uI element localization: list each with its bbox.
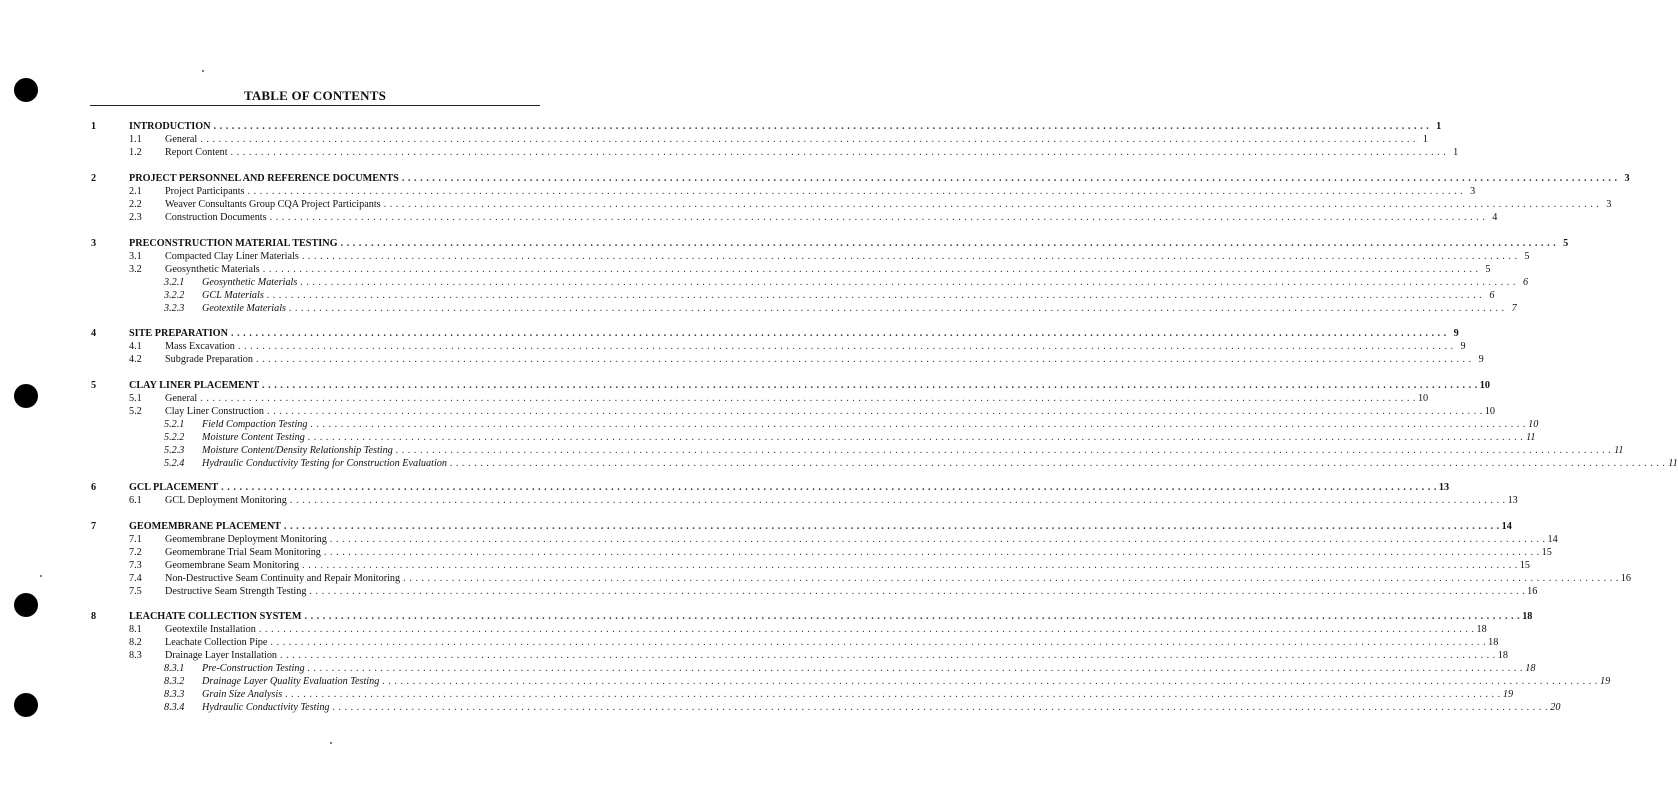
toc-entry-page-number: 5 [1563, 238, 1569, 249]
toc-entry-title: Non-Destructive Seam Continuity and Repair Monitoring [165, 573, 401, 584]
toc-entry-page-number: 14 [1501, 521, 1512, 532]
toc-entry-number: 7.5 [129, 586, 142, 597]
toc-entry-page-number: 19 [1600, 676, 1611, 687]
toc-entry-title: Geotextile Materials [202, 303, 287, 314]
toc-entry-title: GCL Materials [202, 290, 264, 301]
dot-leader: . . . . . . . . . . . . . . . . . . . . . . . . . . . . . . . . . . . . . . . . . . . . . . . . . . . . . . . . . . . . . . . . . . . . . . . . . . . . . . . . . . . . . . . . . . . . . . . . . . . . . . . . . . . . . . . . . . . . . . . . . . . . . . . . . . . . . . . . . . . . . . . . . . . . . . . . . . . . . . . . . . . . . . . . . . . . . . . . . . . . . . . . . . . . . . . . . . . . . . . . [285, 689, 1501, 700]
toc-entry-leader-line [202, 457, 1678, 470]
toc-entry-number: 2.1 [129, 186, 142, 197]
toc-entry-page-number: 16 [1620, 573, 1632, 584]
dot-leader: . . . . . . . . . . . . . . . . . . . . . . . . . . . . . . . . . . . . . . . . . . . . . . . . . . . . . . . . . . . . . . . . . . . . . . . . . . . . . . . . . . . . . . . . . . . . . . . . . . . . . . . . . . . . . . . . . . . . . . . . . . . . . . . . . . . . . . . . . . . . . . . . . . . . . . . . . . . . . . . . . . . . . . . . . . . . . . . . . . . . . . . . . . . . . . . . . . . . . . . . [269, 212, 1486, 223]
toc-entry-title: Pre-Construction Testing [202, 663, 305, 674]
toc-entry-page-number: 1 [1422, 134, 1428, 145]
toc-entry-number: 8 [91, 611, 97, 622]
toc-entry-page-number: 19 [1502, 689, 1514, 700]
scan-speck [40, 575, 42, 577]
dot-leader: . . . . . . . . . . . . . . . . . . . . . . . . . . . . . . . . . . . . . . . . . . . . . . . . . . . . . . . . . . . . . . . . . . . . . . . . . . . . . . . . . . . . . . . . . . . . . . . . . . . . . . . . . . . . . . . . . . . . . . . . . . . . . . . . . . . . . . . . . . . . . . . . . . . . . . . . . . . . . . . . . . . . . . . . . . . . . . . . . . . . . . . . . . . . . . . . . . . . . . . . [323, 547, 1540, 558]
toc-entry-leader-line [165, 623, 1487, 636]
toc-entry-page-number: 13 [1507, 495, 1518, 506]
toc-entry-number: 2 [91, 173, 97, 184]
toc-entry-page-number: 5 [1524, 251, 1530, 262]
dot-leader: . . . . . . . . . . . . . . . . . . . . . . . . . . . . . . . . . . . . . . . . . . . . . . . . . . . . . . . . . . . . . . . . . . . . . . . . . . . . . . . . . . . . . . . . . . . . . . . . . . . . . . . . . . . . . . . . . . . . . . . . . . . . . . . . . . . . . . . . . . . . . . . . . . . . . . . . . . . . . . . . . . . . . . . . . . . . . . . . . . . . . . . . . . . . . . . . . . . . . . . . [310, 419, 1527, 430]
toc-entry-leader-line [129, 610, 1533, 623]
toc-entry-page-number: 3 [1470, 186, 1476, 197]
dot-leader: . . . . . . . . . . . . . . . . . . . . . . . . . . . . . . . . . . . . . . . . . . . . . . . . . . . . . . . . . . . . . . . . . . . . . . . . . . . . . . . . . . . . . . . . . . . . . . . . . . . . . . . . . . . . . . . . . . . . . . . . . . . . . . . . . . . . . . . . . . . . . . . . . . . . . . . . . . . . . . . . . . . . . . . . . . . . . . . . . . . . . . . . . . . . . . . . . . . . . . . . [307, 432, 1524, 443]
toc-entry-title: Drainage Layer Installation [165, 650, 278, 661]
dot-leader: . . . . . . . . . . . . . . . . . . . . . . . . . . . . . . . . . . . . . . . . . . . . . . . . . . . . . . . . . . . . . . . . . . . . . . . . . . . . . . . . . . . . . . . . . . . . . . . . . . . . . . . . . . . . . . . . . . . . . . . . . . . . . . . . . . . . . . . . . . . . . . . . . . . . . . . . . . . . . . . . . . . . . . . . . . . . . . . . . . . . . . . . . . . . . . . . . . . . . . . . [302, 560, 1518, 571]
toc-entry-page-number: 11 [1668, 458, 1678, 469]
toc-entry-number: 3.1 [129, 251, 142, 262]
toc-entry-leader-line [165, 533, 1558, 546]
toc-entry-page-number: 18 [1522, 611, 1533, 622]
toc-entry-leader-line [202, 276, 1529, 289]
toc-entry-number: 2.3 [129, 212, 142, 223]
toc-entry-page-number: 6 [1489, 290, 1495, 301]
toc-entry-page-number: 18 [1488, 637, 1499, 648]
toc-entry-leader-line [165, 559, 1530, 572]
toc-entry-leader-line [165, 405, 1495, 418]
toc-entry-title: General [165, 393, 198, 404]
toc-entry-title: PRECONSTRUCTION MATERIAL TESTING [129, 238, 338, 249]
toc-entry-leader-line [165, 585, 1538, 598]
binder-hole-top [14, 78, 38, 102]
toc-entry-leader-line [202, 688, 1514, 701]
toc-entry-page-number: 10 [1479, 380, 1490, 391]
toc-entry-title: Geosynthetic Materials [202, 277, 298, 288]
toc-entry-leader-line [165, 546, 1552, 559]
toc-entry-title: SITE PREPARATION [129, 328, 228, 339]
dot-leader: . . . . . . . . . . . . . . . . . . . . . . . . . . . . . . . . . . . . . . . . . . . . . . . . . . . . . . . . . . . . . . . . . . . . . . . . . . . . . . . . . . . . . . . . . . . . . . . . . . . . . . . . . . . . . . . . . . . . . . . . . . . . . . . . . . . . . . . . . . . . . . . . . . . . . . . . . . . . . . . . . . . . . . . . . . . . . . . . . . . . . . . . . . . . . . . . . . . . . . . . [329, 534, 1546, 545]
toc-entry-page-number: 4 [1492, 212, 1498, 223]
toc-entry-title: Report Content [165, 147, 228, 158]
toc-entry-title: Geosynthetic Materials [165, 264, 260, 275]
toc-entry-leader-line [202, 662, 1536, 675]
toc-entry-title: Field Compaction Testing [202, 419, 308, 430]
dot-leader: . . . . . . . . . . . . . . . . . . . . . . . . . . . . . . . . . . . . . . . . . . . . . . . . . . . . . . . . . . . . . . . . . . . . . . . . . . . . . . . . . . . . . . . . . . . . . . . . . . . . . . . . . . . . . . . . . . . . . . . . . . . . . . . . . . . . . . . . . . . . . . . . . . . . . . . . . . . . . . . . . . . . . . . . . . . . . . . . . . . . . . . . . . . . . . . . . . . . . . . . [395, 445, 1612, 456]
dot-leader: . . . . . . . . . . . . . . . . . . . . . . . . . . . . . . . . . . . . . . . . . . . . . . . . . . . . . . . . . . . . . . . . . . . . . . . . . . . . . . . . . . . . . . . . . . . . . . . . . . . . . . . . . . . . . . . . . . . . . . . . . . . . . . . . . . . . . . . . . . . . . . . . . . . . . . . . . . . . . . . . . . . . . . . . . . . . . . . . . . . . . . . . . . . . . . . . . . . . . . . . [309, 586, 1526, 597]
toc-entry-title: CLAY LINER PLACEMENT [129, 380, 260, 391]
scan-speck [330, 742, 332, 744]
toc-entry-title: GCL PLACEMENT [129, 482, 219, 493]
toc-entry-number: 4.2 [129, 354, 142, 365]
dot-leader: . . . . . . . . . . . . . . . . . . . . . . . . . . . . . . . . . . . . . . . . . . . . . . . . . . . . . . . . . . . . . . . . . . . . . . . . . . . . . . . . . . . . . . . . . . . . . . . . . . . . . . . . . . . . . . . . . . . . . . . . . . . . . . . . . . . . . . . . . . . . . . . . . . . . . . . . . . . . . . . . . . . . . . . . . . . . . . . . . . . . . . . . . . . . . . . . . . . . . . . . [300, 277, 1517, 288]
toc-entry-page-number: 7 [1511, 303, 1517, 314]
toc-entry-leader-line [165, 211, 1498, 224]
toc-entry-title: Destructive Seam Strength Testing [165, 586, 307, 597]
toc-entry-title: Moisture Content/Density Relationship Testing [202, 445, 393, 456]
binder-hole-lower-middle [14, 593, 38, 617]
dot-leader: . . . . . . . . . . . . . . . . . . . . . . . . . . . . . . . . . . . . . . . . . . . . . . . . . . . . . . . . . . . . . . . . . . . . . . . . . . . . . . . . . . . . . . . . . . . . . . . . . . . . . . . . . . . . . . . . . . . . . . . . . . . . . . . . . . . . . . . . . . . . . . . . . . . . . . . . . . . . . . . . . . . . . . . . . . . . . . . . . . . . . . . . . . . . . . . . . . . . . . . . [270, 637, 1487, 648]
toc-entry-page-number: 1 [1436, 121, 1442, 132]
toc-entry-number: 4 [91, 328, 97, 339]
toc-entry-number: 3.2.2 [164, 290, 185, 301]
toc-entry-page-number: 9 [1478, 354, 1484, 365]
toc-entry-title: Clay Liner Construction [165, 406, 265, 417]
toc-entry-number: 3.2.1 [164, 277, 185, 288]
toc-entry-number: 8.1 [129, 624, 142, 635]
toc-entry-number: 6.1 [129, 495, 142, 506]
toc-entry-page-number: 9 [1460, 341, 1466, 352]
dot-leader: . . . . . . . . . . . . . . . . . . . . . . . . . . . . . . . . . . . . . . . . . . . . . . . . . . . . . . . . . . . . . . . . . . . . . . . . . . . . . . . . . . . . . . . . . . . . . . . . . . . . . . . . . . . . . . . . . . . . . . . . . . . . . . . . . . . . . . . . . . . . . . . . . . . . . . . . . . . . . . . . . . . . . . . . . . . . . . . . . . . . . . . . . . . . . . . . . . . . . . . . [449, 458, 1666, 469]
toc-entry-number: 8.3.3 [164, 689, 185, 700]
toc-entry-title: Mass Excavation [165, 341, 235, 352]
toc-entry-leader-line [165, 263, 1491, 276]
title-rule [90, 105, 540, 106]
toc-entry-page-number: 3 [1606, 199, 1612, 210]
toc-entry-title: Grain Size Analysis [202, 689, 283, 700]
toc-entry-page-number: 18 [1476, 624, 1487, 635]
toc-entry-title: Construction Documents [165, 212, 267, 223]
toc-entry-title: Moisture Content Testing [202, 432, 305, 443]
toc-entry-number: 6 [91, 482, 97, 493]
dot-leader: . . . . . . . . . . . . . . . . . . . . . . . . . . . . . . . . . . . . . . . . . . . . . . . . . . . . . . . . . . . . . . . . . . . . . . . . . . . . . . . . . . . . . . . . . . . . . . . . . . . . . . . . . . . . . . . . . . . . . . . . . . . . . . . . . . . . . . . . . . . . . . . . . . . . . . . . . . . . . . . . . . . . . . . . . . . . . . . . . . . . . . . . . . . . . . . . . . . . . . . . [307, 663, 1524, 674]
toc-entry-number: 5.1 [129, 393, 142, 404]
dot-leader: . . . . . . . . . . . . . . . . . . . . . . . . . . . . . . . . . . . . . . . . . . . . . . . . . . . . . . . . . . . . . . . . . . . . . . . . . . . . . . . . . . . . . . . . . . . . . . . . . . . . . . . . . . . . . . . . . . . . . . . . . . . . . . . . . . . . . . . . . . . . . . . . . . . . . . . . . . . . . . . . . . . . . . . . . . . . . . . . . . . . . . . . . . . . . . . . . . . . . . . . [401, 173, 1618, 184]
dot-leader: . . . . . . . . . . . . . . . . . . . . . . . . . . . . . . . . . . . . . . . . . . . . . . . . . . . . . . . . . . . . . . . . . . . . . . . . . . . . . . . . . . . . . . . . . . . . . . . . . . . . . . . . . . . . . . . . . . . . . . . . . . . . . . . . . . . . . . . . . . . . . . . . . . . . . . . . . . . . . . . . . . . . . . . . . . . . . . . . . . . . . . . . . . . . . . . . . . . . . . . . [403, 573, 1619, 584]
dot-leader: . . . . . . . . . . . . . . . . . . . . . . . . . . . . . . . . . . . . . . . . . . . . . . . . . . . . . . . . . . . . . . . . . . . . . . . . . . . . . . . . . . . . . . . . . . . . . . . . . . . . . . . . . . . . . . . . . . . . . . . . . . . . . . . . . . . . . . . . . . . . . . . . . . . . . . . . . . . . . . . . . . . . . . . . . . . . . . . . . . . . . . . . . . . . . . . . . . . . . . . . [332, 702, 1549, 713]
toc-entry-leader-line [129, 379, 1490, 392]
toc-entry-number: 3.2.3 [164, 303, 185, 314]
toc-entry-number: 5 [91, 380, 97, 391]
toc-entry-number: 8.3.1 [164, 663, 185, 674]
toc-entry-leader-line [202, 289, 1495, 302]
toc-entry-leader-line [129, 520, 1512, 533]
toc-entry-title: Geomembrane Trial Seam Monitoring [165, 547, 321, 558]
toc-entry-page-number: 3 [1624, 173, 1630, 184]
toc-entry-title: Project Participants [165, 186, 245, 197]
toc-entry-title: Drainage Layer Quality Evaluation Testing [202, 676, 380, 687]
toc-entry-number: 1.2 [129, 147, 142, 158]
dot-leader: . . . . . . . . . . . . . . . . . . . . . . . . . . . . . . . . . . . . . . . . . . . . . . . . . . . . . . . . . . . . . . . . . . . . . . . . . . . . . . . . . . . . . . . . . . . . . . . . . . . . . . . . . . . . . . . . . . . . . . . . . . . . . . . . . . . . . . . . . . . . . . . . . . . . . . . . . . . . . . . . . . . . . . . . . . . . . . . . . . . . . . . . . . . . . . . . . . . . . . . . [230, 147, 1447, 158]
toc-entry-number: 5.2 [129, 406, 142, 417]
toc-entry-page-number: 10 [1528, 419, 1539, 430]
toc-entry-leader-line [165, 572, 1632, 585]
toc-entry-page-number: 1 [1453, 147, 1459, 158]
toc-entry-leader-line [202, 444, 1624, 457]
toc-entry-page-number: 11 [1526, 432, 1536, 443]
toc-entry-leader-line [165, 353, 1484, 366]
toc-entry-page-number: 5 [1485, 264, 1491, 275]
toc-entry-title: PROJECT PERSONNEL AND REFERENCE DOCUMENTS [129, 173, 399, 184]
dot-leader: . . . . . . . . . . . . . . . . . . . . . . . . . . . . . . . . . . . . . . . . . . . . . . . . . . . . . . . . . . . . . . . . . . . . . . . . . . . . . . . . . . . . . . . . . . . . . . . . . . . . . . . . . . . . . . . . . . . . . . . . . . . . . . . . . . . . . . . . . . . . . . . . . . . . . . . . . . . . . . . . . . . . . . . . . . . . . . . . . . . . . . . . . . . . . . . . . . . . . . . . [200, 134, 1416, 145]
dot-leader: . . . . . . . . . . . . . . . . . . . . . . . . . . . . . . . . . . . . . . . . . . . . . . . . . . . . . . . . . . . . . . . . . . . . . . . . . . . . . . . . . . . . . . . . . . . . . . . . . . . . . . . . . . . . . . . . . . . . . . . . . . . . . . . . . . . . . . . . . . . . . . . . . . . . . . . . . . . . . . . . . . . . . . . . . . . . . . . . . . . . . . . . . . . . . . . . . . . . . . . . [262, 380, 1478, 391]
toc-entry-title: Hydraulic Conductivity Testing [202, 702, 330, 713]
toc-entry-title: Compacted Clay Liner Materials [165, 251, 299, 262]
toc-entry-number: 8.3.2 [164, 676, 185, 687]
toc-entry-number: 5.2.2 [164, 432, 185, 443]
dot-leader: . . . . . . . . . . . . . . . . . . . . . . . . . . . . . . . . . . . . . . . . . . . . . . . . . . . . . . . . . . . . . . . . . . . . . . . . . . . . . . . . . . . . . . . . . . . . . . . . . . . . . . . . . . . . . . . . . . . . . . . . . . . . . . . . . . . . . . . . . . . . . . . . . . . . . . . . . . . . . . . . . . . . . . . . . . . . . . . . . . . . . . . . . . . . . . . . . . . . . . . . [267, 406, 1483, 417]
toc-entry-title: Geomembrane Deployment Monitoring [165, 534, 327, 545]
toc-entry-leader-line [129, 120, 1442, 133]
toc-entry-page-number: 10 [1417, 393, 1429, 404]
toc-entry-number: 8.3 [129, 650, 142, 661]
dot-leader: . . . . . . . . . . . . . . . . . . . . . . . . . . . . . . . . . . . . . . . . . . . . . . . . . . . . . . . . . . . . . . . . . . . . . . . . . . . . . . . . . . . . . . . . . . . . . . . . . . . . . . . . . . . . . . . . . . . . . . . . . . . . . . . . . . . . . . . . . . . . . . . . . . . . . . . . . . . . . . . . . . . . . . . . . . . . . . . . . . . . . . . . . . . . . . . . . . . . . . . . [289, 495, 1506, 506]
toc-entry-leader-line [165, 146, 1459, 159]
toc-entry-number: 3 [91, 238, 97, 249]
toc-entry-title: Subgrade Preparation [165, 354, 253, 365]
toc-entry-number: 2.2 [129, 199, 142, 210]
toc-entry-leader-line [129, 172, 1630, 185]
toc-entry-leader-line [165, 494, 1518, 507]
toc-entry-leader-line [165, 340, 1466, 353]
dot-leader: . . . . . . . . . . . . . . . . . . . . . . . . . . . . . . . . . . . . . . . . . . . . . . . . . . . . . . . . . . . . . . . . . . . . . . . . . . . . . . . . . . . . . . . . . . . . . . . . . . . . . . . . . . . . . . . . . . . . . . . . . . . . . . . . . . . . . . . . . . . . . . . . . . . . . . . . . . . . . . . . . . . . . . . . . . . . . . . . . . . . . . . . . . . . . . . . . . . . . . . . [283, 521, 1500, 532]
dot-leader: . . . . . . . . . . . . . . . . . . . . . . . . . . . . . . . . . . . . . . . . . . . . . . . . . . . . . . . . . . . . . . . . . . . . . . . . . . . . . . . . . . . . . . . . . . . . . . . . . . . . . . . . . . . . . . . . . . . . . . . . . . . . . . . . . . . . . . . . . . . . . . . . . . . . . . . . . . . . . . . . . . . . . . . . . . . . . . . . . . . . . . . . . . . . . . . . . . . . . . . . [301, 251, 1518, 262]
toc-entry-number: 1 [91, 121, 97, 132]
toc-entry-page-number: 13 [1438, 482, 1450, 493]
toc-entry-title: GEOMEMBRANE PLACEMENT [129, 521, 281, 532]
toc-entry-page-number: 15 [1519, 560, 1530, 571]
dot-leader: . . . . . . . . . . . . . . . . . . . . . . . . . . . . . . . . . . . . . . . . . . . . . . . . . . . . . . . . . . . . . . . . . . . . . . . . . . . . . . . . . . . . . . . . . . . . . . . . . . . . . . . . . . . . . . . . . . . . . . . . . . . . . . . . . . . . . . . . . . . . . . . . . . . . . . . . . . . . . . . . . . . . . . . . . . . . . . . . . . . . . . . . . . . . . . . . . . . . . . . . [213, 121, 1430, 132]
toc-entry-leader-line [165, 392, 1429, 405]
toc-entry-leader-line [129, 481, 1450, 494]
toc-entry-leader-line [165, 636, 1499, 649]
toc-entry-leader-line [202, 701, 1561, 714]
toc-entry-number: 7.1 [129, 534, 142, 545]
dot-leader: . . . . . . . . . . . . . . . . . . . . . . . . . . . . . . . . . . . . . . . . . . . . . . . . . . . . . . . . . . . . . . . . . . . . . . . . . . . . . . . . . . . . . . . . . . . . . . . . . . . . . . . . . . . . . . . . . . . . . . . . . . . . . . . . . . . . . . . . . . . . . . . . . . . . . . . . . . . . . . . . . . . . . . . . . . . . . . . . . . . . . . . . . . . . . . . . . . . . . . . . [247, 186, 1464, 197]
toc-entry-leader-line [202, 431, 1536, 444]
toc-entry-leader-line [165, 185, 1476, 198]
toc-entry-leader-line [165, 649, 1508, 662]
dot-leader: . . . . . . . . . . . . . . . . . . . . . . . . . . . . . . . . . . . . . . . . . . . . . . . . . . . . . . . . . . . . . . . . . . . . . . . . . . . . . . . . . . . . . . . . . . . . . . . . . . . . . . . . . . . . . . . . . . . . . . . . . . . . . . . . . . . . . . . . . . . . . . . . . . . . . . . . . . . . . . . . . . . . . . . . . . . . . . . . . . . . . . . . . . . . . . . . . . . . . . . . [221, 482, 1437, 493]
toc-entry-title: GCL Deployment Monitoring [165, 495, 287, 506]
dot-leader: . . . . . . . . . . . . . . . . . . . . . . . . . . . . . . . . . . . . . . . . . . . . . . . . . . . . . . . . . . . . . . . . . . . . . . . . . . . . . . . . . . . . . . . . . . . . . . . . . . . . . . . . . . . . . . . . . . . . . . . . . . . . . . . . . . . . . . . . . . . . . . . . . . . . . . . . . . . . . . . . . . . . . . . . . . . . . . . . . . . . . . . . . . . . . . . . . . . . . . . . [258, 624, 1475, 635]
toc-entry-page-number: 9 [1453, 328, 1459, 339]
dot-leader: . . . . . . . . . . . . . . . . . . . . . . . . . . . . . . . . . . . . . . . . . . . . . . . . . . . . . . . . . . . . . . . . . . . . . . . . . . . . . . . . . . . . . . . . . . . . . . . . . . . . . . . . . . . . . . . . . . . . . . . . . . . . . . . . . . . . . . . . . . . . . . . . . . . . . . . . . . . . . . . . . . . . . . . . . . . . . . . . . . . . . . . . . . . . . . . . . . . . . . . . [230, 328, 1447, 339]
toc-entry-title: Geomembrane Seam Monitoring [165, 560, 300, 571]
toc-entry-page-number: 10 [1484, 406, 1495, 417]
toc-entry-leader-line [202, 418, 1539, 431]
toc-entry-leader-line [129, 237, 1569, 250]
toc-entry-page-number: 20 [1550, 702, 1561, 713]
toc-entry-number: 7.4 [129, 573, 142, 584]
toc-entry-number: 7 [91, 521, 97, 532]
toc-entry-number: 8.3.4 [164, 702, 185, 713]
dot-leader: . . . . . . . . . . . . . . . . . . . . . . . . . . . . . . . . . . . . . . . . . . . . . . . . . . . . . . . . . . . . . . . . . . . . . . . . . . . . . . . . . . . . . . . . . . . . . . . . . . . . . . . . . . . . . . . . . . . . . . . . . . . . . . . . . . . . . . . . . . . . . . . . . . . . . . . . . . . . . . . . . . . . . . . . . . . . . . . . . . . . . . . . . . . . . . . . . . . . . . . . [280, 650, 1496, 661]
toc-entry-number: 3.2 [129, 264, 142, 275]
toc-entry-number: 8.2 [129, 637, 142, 648]
dot-leader: . . . . . . . . . . . . . . . . . . . . . . . . . . . . . . . . . . . . . . . . . . . . . . . . . . . . . . . . . . . . . . . . . . . . . . . . . . . . . . . . . . . . . . . . . . . . . . . . . . . . . . . . . . . . . . . . . . . . . . . . . . . . . . . . . . . . . . . . . . . . . . . . . . . . . . . . . . . . . . . . . . . . . . . . . . . . . . . . . . . . . . . . . . . . . . . . . . . . . . . . [340, 238, 1557, 249]
toc-entry-number: 5.2.4 [164, 458, 185, 469]
dot-leader: . . . . . . . . . . . . . . . . . . . . . . . . . . . . . . . . . . . . . . . . . . . . . . . . . . . . . . . . . . . . . . . . . . . . . . . . . . . . . . . . . . . . . . . . . . . . . . . . . . . . . . . . . . . . . . . . . . . . . . . . . . . . . . . . . . . . . . . . . . . . . . . . . . . . . . . . . . . . . . . . . . . . . . . . . . . . . . . . . . . . . . . . . . . . . . . . . . . . . . . . [382, 676, 1599, 687]
toc-entry-leader-line [129, 327, 1459, 340]
binder-hole-bottom [14, 693, 38, 717]
dot-leader: . . . . . . . . . . . . . . . . . . . . . . . . . . . . . . . . . . . . . . . . . . . . . . . . . . . . . . . . . . . . . . . . . . . . . . . . . . . . . . . . . . . . . . . . . . . . . . . . . . . . . . . . . . . . . . . . . . . . . . . . . . . . . . . . . . . . . . . . . . . . . . . . . . . . . . . . . . . . . . . . . . . . . . . . . . . . . . . . . . . . . . . . . . . . . . . . . . . . . . . . [266, 290, 1483, 301]
toc-entry-leader-line [165, 133, 1428, 146]
toc-entry-title: LEACHATE COLLECTION SYSTEM [129, 611, 302, 622]
toc-entry-page-number: 15 [1541, 547, 1552, 558]
toc-entry-leader-line [165, 198, 1612, 211]
toc-entry-page-number: 6 [1522, 277, 1529, 288]
toc-entry-number: 7.3 [129, 560, 142, 571]
toc-entry-page-number: 11 [1614, 445, 1624, 456]
dot-leader: . . . . . . . . . . . . . . . . . . . . . . . . . . . . . . . . . . . . . . . . . . . . . . . . . . . . . . . . . . . . . . . . . . . . . . . . . . . . . . . . . . . . . . . . . . . . . . . . . . . . . . . . . . . . . . . . . . . . . . . . . . . . . . . . . . . . . . . . . . . . . . . . . . . . . . . . . . . . . . . . . . . . . . . . . . . . . . . . . . . . . . . . . . . . . . . . . . . . . . . . [262, 264, 1479, 275]
dot-leader: . . . . . . . . . . . . . . . . . . . . . . . . . . . . . . . . . . . . . . . . . . . . . . . . . . . . . . . . . . . . . . . . . . . . . . . . . . . . . . . . . . . . . . . . . . . . . . . . . . . . . . . . . . . . . . . . . . . . . . . . . . . . . . . . . . . . . . . . . . . . . . . . . . . . . . . . . . . . . . . . . . . . . . . . . . . . . . . . . . . . . . . . . . . . . . . . . . . . . . . . [304, 611, 1521, 622]
binder-hole-upper-middle [14, 384, 38, 408]
toc-entry-page-number: 16 [1527, 586, 1538, 597]
dot-leader: . . . . . . . . . . . . . . . . . . . . . . . . . . . . . . . . . . . . . . . . . . . . . . . . . . . . . . . . . . . . . . . . . . . . . . . . . . . . . . . . . . . . . . . . . . . . . . . . . . . . . . . . . . . . . . . . . . . . . . . . . . . . . . . . . . . . . . . . . . . . . . . . . . . . . . . . . . . . . . . . . . . . . . . . . . . . . . . . . . . . . . . . . . . . . . . . . . . . . . . . [237, 341, 1454, 352]
dot-leader: . . . . . . . . . . . . . . . . . . . . . . . . . . . . . . . . . . . . . . . . . . . . . . . . . . . . . . . . . . . . . . . . . . . . . . . . . . . . . . . . . . . . . . . . . . . . . . . . . . . . . . . . . . . . . . . . . . . . . . . . . . . . . . . . . . . . . . . . . . . . . . . . . . . . . . . . . . . . . . . . . . . . . . . . . . . . . . . . . . . . . . . . . . . . . . . . . . . . . . . . [255, 354, 1472, 365]
toc-entry-title: Geotextile Installation [165, 624, 256, 635]
toc-entry-page-number: 18 [1525, 663, 1536, 674]
toc-title: TABLE OF CONTENTS [243, 88, 387, 103]
dot-leader: . . . . . . . . . . . . . . . . . . . . . . . . . . . . . . . . . . . . . . . . . . . . . . . . . . . . . . . . . . . . . . . . . . . . . . . . . . . . . . . . . . . . . . . . . . . . . . . . . . . . . . . . . . . . . . . . . . . . . . . . . . . . . . . . . . . . . . . . . . . . . . . . . . . . . . . . . . . . . . . . . . . . . . . . . . . . . . . . . . . . . . . . . . . . . . . . . . . . . . . . [200, 393, 1416, 404]
toc-entry-leader-line [202, 675, 1611, 688]
toc-entry-number: 1.1 [129, 134, 142, 145]
toc-entry-leader-line [165, 250, 1530, 263]
toc-entry-title: INTRODUCTION [129, 121, 211, 132]
toc-entry-page-number: 14 [1547, 534, 1558, 545]
toc-entry-title: General [165, 134, 198, 145]
toc-entry-number: 5.2.3 [164, 445, 185, 456]
toc-entry-page-number: 18 [1497, 650, 1508, 661]
toc-entry-title: Hydraulic Conductivity Testing for Construction Evaluation [202, 458, 447, 469]
toc-entry-title: Weaver Consultants Group CQA Project Participants [165, 199, 381, 210]
scan-speck [202, 70, 204, 72]
dot-leader: . . . . . . . . . . . . . . . . . . . . . . . . . . . . . . . . . . . . . . . . . . . . . . . . . . . . . . . . . . . . . . . . . . . . . . . . . . . . . . . . . . . . . . . . . . . . . . . . . . . . . . . . . . . . . . . . . . . . . . . . . . . . . . . . . . . . . . . . . . . . . . . . . . . . . . . . . . . . . . . . . . . . . . . . . . . . . . . . . . . . . . . . . . . . . . . . . . . . . . . . [383, 199, 1600, 210]
dot-leader: . . . . . . . . . . . . . . . . . . . . . . . . . . . . . . . . . . . . . . . . . . . . . . . . . . . . . . . . . . . . . . . . . . . . . . . . . . . . . . . . . . . . . . . . . . . . . . . . . . . . . . . . . . . . . . . . . . . . . . . . . . . . . . . . . . . . . . . . . . . . . . . . . . . . . . . . . . . . . . . . . . . . . . . . . . . . . . . . . . . . . . . . . . . . . . . . . . . . . . . . [289, 303, 1505, 314]
toc-entry-number: 7.2 [129, 547, 142, 558]
toc-entry-title: Leachate Collection Pipe [165, 637, 268, 648]
toc-entry-leader-line [202, 302, 1517, 315]
toc-entry-number: 5.2.1 [164, 419, 185, 430]
toc-entry-number: 4.1 [129, 341, 142, 352]
